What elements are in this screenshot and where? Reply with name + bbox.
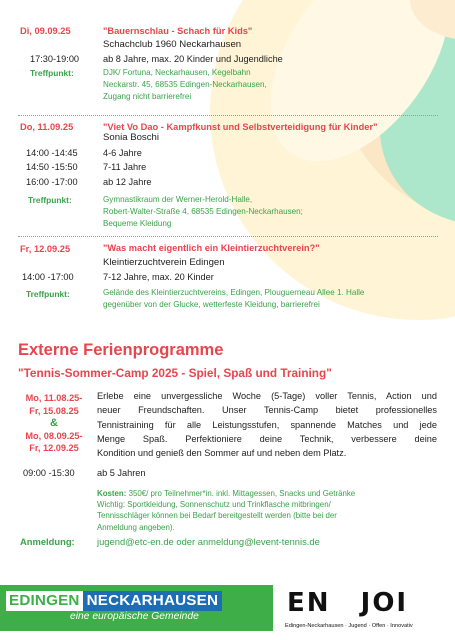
event-title: "Was macht eigentlich ein Kleintierzuchtverein?" xyxy=(103,243,320,253)
event-age-info: 4-6 Jahre xyxy=(103,148,142,158)
enjoi-wordmark xyxy=(287,588,408,618)
venue-line: gegenüber von der Glucke, wetterfeste Kleidung, barrierefrei xyxy=(103,300,320,310)
description-line: Tennistraining für alle Leistungsstufen, spannende Matches und jede xyxy=(97,419,437,430)
venue-details xyxy=(103,287,364,311)
camp-date-line: Mo, 08.09.25- xyxy=(25,430,83,441)
enjoi-subtitle: Edingen-Neckarhausen · Jugend · Offen · Innovativ xyxy=(285,623,413,629)
event-organizer: Sonia Boschi xyxy=(103,132,159,143)
event-time: 16:00 -17:00 xyxy=(26,177,78,187)
registration-label: Anmeldung: xyxy=(20,536,75,547)
event-age-info: 7-11 Jahre xyxy=(103,162,147,172)
venue-line: Robert-Walter-Straße 4, 68535 Edingen-Neckarhausen; xyxy=(103,207,303,217)
event-age-info: 7-12 Jahre, max. 20 Kinder xyxy=(103,272,214,282)
venue-line: Gelände des Kleintierzuchtvereins, Edingen, Plouguerneau Allee 1. Halle xyxy=(103,288,365,297)
logo-edingen: EDINGEN xyxy=(6,591,83,611)
venue-line: Gymnastikraum der Werner-Herold-Halle, xyxy=(103,195,253,204)
edingen-neckarhausen-logo xyxy=(6,591,250,624)
event-organizer: Kleintierzuchtverein Edingen xyxy=(103,257,225,268)
enjoi-joi: JOI xyxy=(360,588,409,618)
event-date: Di, 09.09.25 xyxy=(20,26,71,36)
venue-label: Treffpunkt: xyxy=(28,195,72,205)
costs-line: Tennisschläger können bei Bedarf bereitgestellt werden (bitte bei der xyxy=(97,511,337,521)
ampersand: & xyxy=(50,417,58,429)
venue-line: DJK/ Fortuna, Neckarhausen, Kegelbahn xyxy=(103,68,251,77)
camp-title: "Tennis-Sommer-Camp 2025 - Spiel, Spaß und Training" xyxy=(18,366,332,380)
enjoi-logo xyxy=(273,581,455,635)
venue-details xyxy=(103,194,303,231)
venue-line: Neckarstr. 45, 68535 Edingen-Neckarhausen, xyxy=(103,80,267,90)
registration-emails[interactable]: jugend@etc-en.de oder anmeldung@levent-tennis.de xyxy=(97,536,320,547)
event-date: Fr, 12.09.25 xyxy=(20,244,71,254)
description-line: Kondition und genieß den Sommer auf und neben dem Platz. xyxy=(97,448,347,459)
event-age-info: ab 8 Jahre, max. 20 Kinder und Jugendliche xyxy=(103,54,283,64)
logo-tagline: eine europäische Gemeinde xyxy=(70,611,199,622)
camp-date-line: Mo, 11.08.25- xyxy=(25,393,83,403)
logo-neckarhausen: NECKARHAUSEN xyxy=(83,591,223,611)
camp-date-line: Fr, 15.08.25 xyxy=(29,405,79,416)
costs-line: Wichtig: Sportkleidung, Sonnenschutz und Trinkflasche mitbringen/ xyxy=(97,500,331,510)
event-age-info: ab 12 Jahre xyxy=(103,177,152,187)
logo-wordmark xyxy=(6,591,222,611)
event-time: 14:50 -15:50 xyxy=(26,162,78,172)
venue-label: Treffpunkt: xyxy=(26,289,70,299)
description-line: neuer Freundschaften. Unser Tennis-Camp bietet professionelles xyxy=(97,405,437,416)
event-title: "Bauernschlau - Schach für Kids" xyxy=(103,26,253,36)
camp-date-line: Fr, 12.09.25 xyxy=(29,443,79,453)
section-heading: Externe Ferienprogramme xyxy=(18,341,224,359)
venue-line: Zugang nicht barrierefrei xyxy=(103,92,192,102)
camp-description xyxy=(97,389,437,460)
camp-dates xyxy=(16,392,92,455)
camp-costs xyxy=(97,488,437,533)
costs-value: 350€/ pro Teilnehmer*in. inkl. Mittagessen, Snacks und Getränke xyxy=(126,489,356,498)
costs-line xyxy=(97,488,437,499)
costs-label: Kosten: xyxy=(97,489,127,498)
venue-details xyxy=(103,67,267,104)
event-title: "Viet Vo Dao - Kampfkunst und Selbstverteidigung für Kinder" xyxy=(103,122,378,132)
venue-line: Bequeme Kleidung xyxy=(103,219,172,229)
divider xyxy=(18,236,438,237)
camp-time: 09:00 -15:30 xyxy=(23,468,75,478)
event-time: 14:00 -14:45 xyxy=(26,148,78,158)
footer xyxy=(0,581,455,640)
description-line: Menge Spaß. Perfektioniere deine Technik, verbessere deine xyxy=(97,433,437,444)
description-line: Erlebe eine unvergessliche Woche (5-Tage) voller Tennis, Action und xyxy=(97,391,437,401)
enjoi-en: EN xyxy=(287,588,331,618)
costs-line: Anmeldung angeben). xyxy=(97,522,175,532)
event-date: Do, 11.09.25 xyxy=(20,122,74,132)
camp-age: ab 5 Jahren xyxy=(97,468,146,478)
event-time: 14:00 -17:00 xyxy=(22,272,74,282)
event-organizer: Schachclub 1960 Neckarhausen xyxy=(103,39,242,50)
venue-label: Treffpunkt: xyxy=(30,68,74,78)
event-time: 17:30-19:00 xyxy=(30,54,80,64)
divider xyxy=(18,115,438,116)
